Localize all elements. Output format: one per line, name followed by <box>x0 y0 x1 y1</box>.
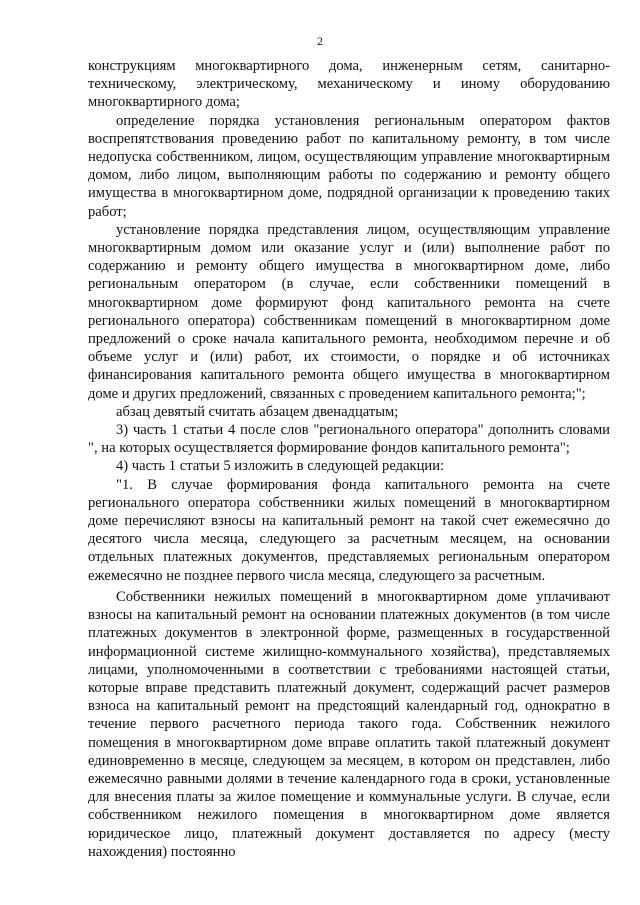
paragraph-nonresidential-owners: Собственники нежилых помещений в многоквартирном доме уплачивают взносы на капитальный ремонт на основании платежных документов (в том числе платежных документов в электронной форме, размещенных в государственной информационной системе жилищно-коммунального хозяйства), представляемых лицами, уполномоченными в соответствии с требованиями настоящей статьи, которые вправе представить платежный документ, содержащий расчет размеров взноса на капитальный ремонт на предстоящий календарный год, однократно в течение первого расчетного периода такого года. Собственник нежилого помещения в многоквартирном доме вправе оплатить такой платежный документ единовременно в месяце, следующем за месяцем, в котором он представлен, либо ежемесячно равными долями в течение календарного года в сроки, установленные для внесения платы за жилое помещение и коммунальные услуги. В случае, если собственником нежилого помещения в многоквартирном доме является юридическое лицо, платежный документ доставляется по адресу (месту нахождения) постоянно <box>88 588 610 860</box>
paragraph-item-4: 4) часть 1 статьи 5 изложить в следующей редакции: <box>116 458 445 475</box>
paragraph-item-3: 3) часть 1 статьи 4 после слов "регионального оператора" дополнить словами ", на которых осуществляется формирование фондов капитального ремонта"; <box>88 422 610 457</box>
paragraph-continuation: конструкциям многоквартирного дома, инженерным сетям, санитарно-техническому, электрическому, механическому и иному оборудованию многоквартирного дома; <box>88 58 610 111</box>
page-number: 2 <box>317 34 323 48</box>
paragraph-obstruction-procedure: определение порядка установления региональным оператором фактов воспрепятствования проведению работ по капитальному ремонту, в том числе недопуска собственником, лицом, осуществляющим управление многоквартирным домом, либо лицом, выполняющим работы по содержанию и ремонту общего имущества в многоквартирном доме, подрядной организации к проведению таких работ; <box>88 112 610 220</box>
paragraph-new-part-1: "1. В случае формирования фонда капитального ремонта на счете регионального оператора собственники жилых помещений в многоквартирном доме перечисляют взносы на капитальный ремонт на такой счет ежемесячно до десятого числа месяца, следующего за расчетным месяцем, на основании отдельных платежных документов, представляемых региональным оператором ежемесячно не позднее первого числа месяца, следующего за расчетным. <box>88 476 610 584</box>
document-body <box>88 57 610 861</box>
paragraph-renumbering: абзац девятый считать абзацем двенадцатым; <box>116 403 399 420</box>
paragraph-proposal-procedure: установление порядка представления лицом, осуществляющим управление многоквартирным домом или оказание услуг и (или) выполнение работ по содержанию и ремонту общего имущества в многоквартирном доме, либо региональным оператором (в случае, если собственники помещений в многоквартирном доме формируют фонд капитального ремонта на счете регионального оператора) собственникам помещений в многоквартирном доме предложений о сроке начала капитального ремонта, необходимом перечне и об объеме услуг и (или) работ, их стоимости, о порядке и об источниках финансирования капитального ремонта общего имущества в многоквартирном доме и других предложений, связанных с проведением капитального ремонта;"; <box>88 221 610 402</box>
